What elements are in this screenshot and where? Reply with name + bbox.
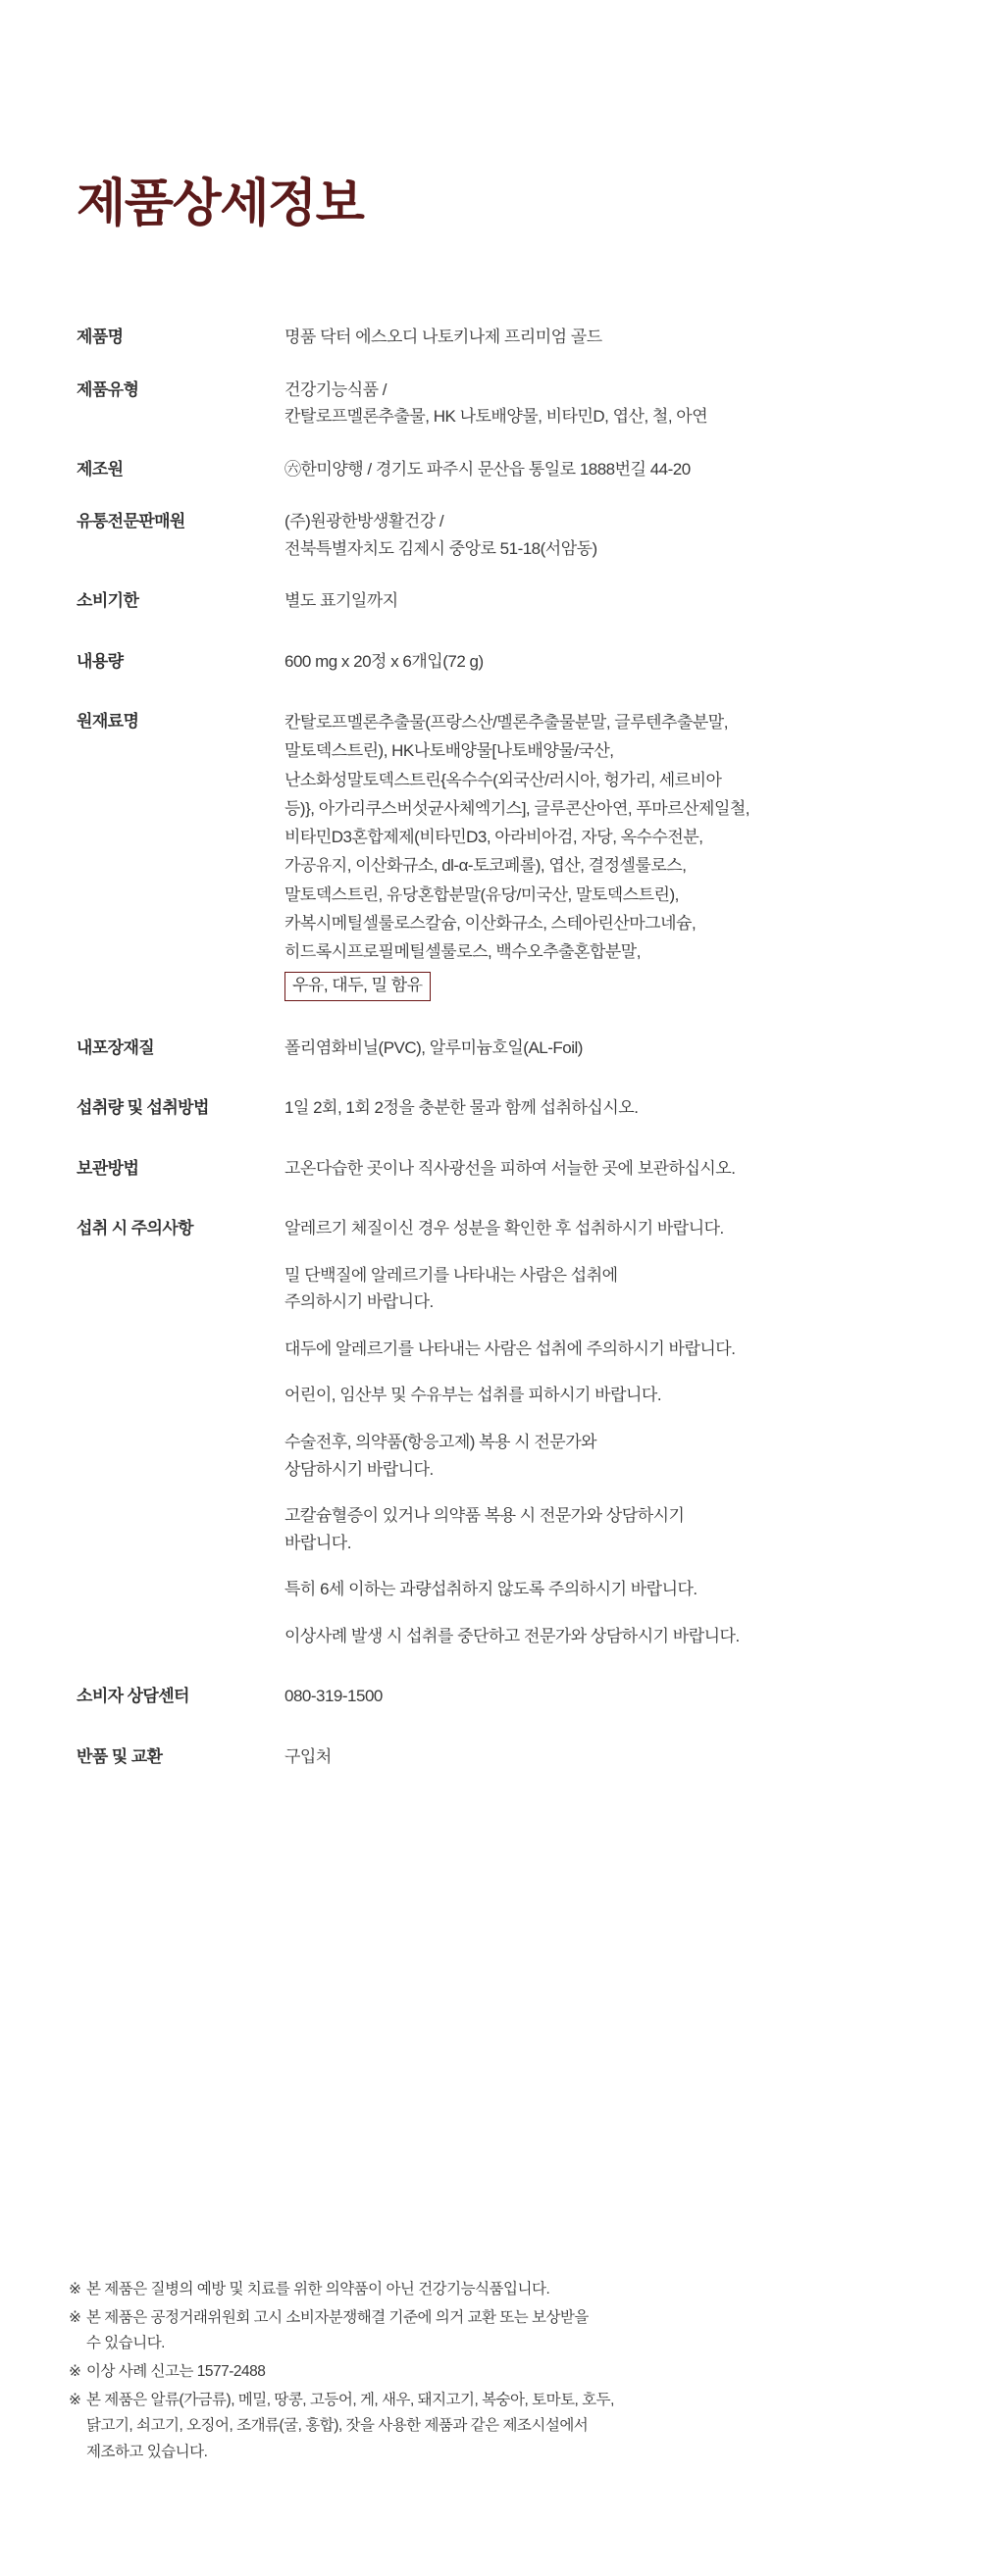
value-line: 비타민D3혼합제제(비타민D3, 아라비아검, 자당, 옥수수전분,: [284, 828, 703, 847]
table-row-caution: [77, 1215, 910, 1649]
table-row: [77, 324, 910, 351]
value-line: 구입처: [284, 1746, 332, 1766]
value-line: 별도 표기일까지: [284, 591, 398, 611]
page-title: 제품상세정보: [77, 175, 364, 232]
row-value: [284, 324, 910, 351]
row-label: 보관방법: [77, 1158, 139, 1178]
table-row: [77, 1035, 910, 1062]
row-value: [284, 648, 910, 676]
row-value: [284, 1215, 910, 1649]
row-value: [284, 377, 910, 430]
caution-item: 밀 단백질에 알레르기를 나타내는 사람은 섭취에 주의하시기 바랍니다.: [284, 1265, 618, 1312]
value-line: 등)}, 아가리쿠스버섯균사체엑기스], 글루콘산아연, 푸마르산제일철,: [284, 798, 750, 818]
value-line: 히드록시프로필메틸셀룰로스, 백수오추출혼합분말,: [284, 942, 641, 962]
value-line: 600 mg x 20정 x 6개입(72 g): [284, 651, 484, 671]
row-label: 제품유형: [77, 379, 139, 399]
value-line: 폴리염화비닐(PVC), 알루미늄호일(AL-Foil): [284, 1037, 583, 1057]
value-line: 칸탈로프멜론추출물(프랑스산/멜론추출물분말, 글루텐추출분말,: [284, 713, 728, 732]
footnote-mark: ※: [69, 2362, 81, 2380]
row-label: 소비기한: [77, 591, 139, 611]
caution-item: 알레르기 체질이신 경우 성분을 확인한 후 섭취하시기 바랍니다.: [284, 1219, 724, 1238]
value-line: 칸탈로프멜론추출물, HK 나토배양물, 비타민D, 엽산, 철, 아연: [284, 407, 708, 427]
value-line: 건강기능식품 /: [284, 379, 387, 399]
row-value: [284, 1683, 910, 1710]
row-value: [284, 587, 910, 615]
table-row: [77, 456, 910, 483]
footnote-item: [69, 2277, 922, 2303]
table-row: [77, 1683, 910, 1710]
row-label: 섭취량 및 섭취방법: [77, 1098, 209, 1118]
row-value: [284, 1155, 910, 1183]
value-line: 고온다습한 곳이나 직사광선을 피하여 서늘한 곳에 보관하십시오.: [284, 1158, 736, 1178]
row-value: [284, 508, 910, 562]
row-value: [284, 1743, 910, 1771]
value-line: 카복시메틸셀룰로스칼슘, 이산화규소, 스테아린산마그네슘,: [284, 913, 697, 933]
row-label: 소비자 상담센터: [77, 1687, 189, 1706]
footnote-item: [69, 2359, 922, 2386]
caution-item: 특히 6세 이하는 과량섭취하지 않도록 주의하시기 바랍니다.: [284, 1580, 697, 1599]
table-row: [77, 1155, 910, 1183]
row-label: 원재료명: [77, 712, 139, 732]
table-row: [77, 1743, 910, 1771]
row-value: [284, 708, 910, 1001]
caution-item: 고칼슘혈증이 있거나 의약품 복용 시 전문가와 상담하시기 바랍니다.: [284, 1506, 685, 1552]
allergen-badge: 우유, 대두, 밀 함유: [284, 972, 431, 1000]
value-line: ㊅한미양행 / 경기도 파주시 문산읍 통일로 1888번길 44-20: [284, 459, 691, 479]
footnotes: [69, 2277, 922, 2468]
value-line: 명품 닥터 에스오디 나토키나제 프리미엄 골드: [284, 328, 602, 346]
value-line: (주)원광한방생활건강 /: [284, 512, 444, 531]
row-label: 반품 및 교환: [77, 1746, 163, 1766]
footnote-item: [69, 2388, 922, 2466]
row-label: 섭취 시 주의사항: [77, 1219, 194, 1238]
row-value: [284, 1094, 910, 1122]
table-row-ingredients: [77, 708, 910, 1001]
footnote-mark: ※: [69, 2281, 81, 2298]
row-label: 내포장재질: [77, 1037, 155, 1057]
table-row: [77, 377, 910, 430]
row-label: 내용량: [77, 651, 124, 671]
footnote-text: 이상 사례 신고는 1577-2488: [86, 2362, 266, 2380]
row-label: 유통전문판매원: [77, 512, 185, 531]
table-row: [77, 508, 910, 562]
caution-item: 수술전후, 의약품(항응고제) 복용 시 전문가와 상담하시기 바랍니다.: [284, 1433, 597, 1479]
table-row: [77, 648, 910, 676]
footnote-item: [69, 2305, 922, 2357]
row-value: [284, 1035, 910, 1062]
value-line: 난소화성말토덱스트린{옥수수(외국산/러시아, 헝가리, 세르비아: [284, 770, 722, 789]
value-line: 말토덱스트린), HK나토배양물[나토배양물/국산,: [284, 741, 614, 761]
footnote-text: 본 제품은 공정거래위원회 고시 소비자분쟁해결 기준에 의거 교환 또는 보상받을 수 있습니다.: [86, 2308, 589, 2352]
caution-item: 대두에 알레르기를 나타내는 사람은 섭취에 주의하시기 바랍니다.: [284, 1339, 736, 1358]
table-row: [77, 587, 910, 615]
detail-table: [77, 324, 910, 1795]
value-line: 080-319-1500: [284, 1687, 383, 1706]
caution-item: 어린이, 임산부 및 수유부는 섭취를 피하시기 바랍니다.: [284, 1386, 662, 1405]
value-line: 전북특별자치도 김제시 중앙로 51-18(서암동): [284, 538, 597, 558]
value-line: 말토덱스트린, 유당혼합분말(유당/미국산, 말토덱스트린),: [284, 884, 679, 904]
value-line: 가공유지, 이산화규소, dl-α-토코페롤), 엽산, 결정셀룰로스,: [284, 856, 687, 876]
row-value: [284, 456, 910, 483]
footnote-text: 본 제품은 질병의 예방 및 치료를 위한 의약품이 아닌 건강기능식품입니다.: [86, 2281, 550, 2298]
row-label: 제품명: [77, 328, 124, 346]
footnote-mark: ※: [69, 2391, 81, 2408]
footnote-mark: ※: [69, 2308, 81, 2326]
row-label: 제조원: [77, 459, 124, 479]
value-line: 1일 2회, 1회 2정을 충분한 물과 함께 섭취하십시오.: [284, 1098, 639, 1118]
footnote-text: 본 제품은 알류(가금류), 메밀, 땅콩, 고등어, 게, 새우, 돼지고기, 복숭아, 토마토, 호두, 닭고기, 쇠고기, 오징어, 조개류(굴, 홍합), 잣을 사용한 제품과 같은 제조시설에서 제조하고 있습니다.: [86, 2391, 614, 2460]
caution-item: 이상사례 발생 시 섭취를 중단하고 전문가와 상담하시기 바랍니다.: [284, 1626, 740, 1645]
table-row: [77, 1094, 910, 1122]
